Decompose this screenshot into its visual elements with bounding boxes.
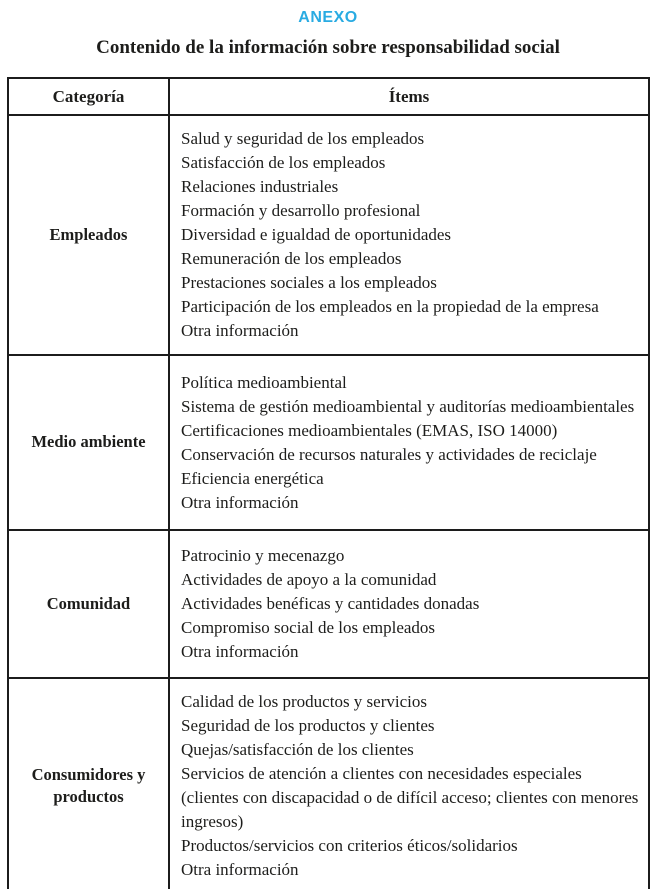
- item-line: Sistema de gestión medioambiental y auditorías medioambientales: [181, 396, 635, 416]
- annex-label: ANEXO: [298, 9, 358, 26]
- category-cell-empleados: Empleados: [8, 115, 169, 355]
- table-row-comunidad: [8, 530, 649, 678]
- item-line: Servicios de atención a clientes con necesidades especiales (clientes con discapacidad o de difícil acceso; clientes con menores ingresos): [181, 764, 639, 831]
- item-line: Seguridad de los productos y clientes: [181, 716, 435, 735]
- item-line: Actividades de apoyo a la comunidad: [181, 570, 437, 589]
- content-table: [7, 77, 650, 889]
- category-cell-consumidores: Consumidores y productos: [8, 678, 169, 889]
- item-line: Otra información: [181, 642, 299, 661]
- item-line: Remuneración de los empleados: [181, 249, 402, 268]
- header-cell-categoria: Categoría: [8, 78, 169, 115]
- table-row-medio-ambiente: [8, 355, 649, 530]
- item-line: Salud y seguridad de los empleados: [181, 129, 425, 148]
- item-line: Conservación de recursos naturales y actividades de reciclaje: [181, 444, 597, 464]
- items-cell-consumidores: [169, 678, 649, 889]
- item-line: Productos/servicios con criterios éticos/solidarios: [181, 836, 518, 855]
- table-row-empleados: [8, 115, 649, 355]
- items-cell-medio-ambiente: [169, 355, 649, 530]
- item-line: Actividades benéficas y cantidades donadas: [181, 594, 480, 613]
- item-line: Participación de los empleados en la propiedad de la empresa: [181, 297, 599, 316]
- item-line: Patrocinio y mecenazgo: [181, 546, 345, 565]
- item-line: Diversidad e igualdad de oportunidades: [181, 225, 452, 244]
- header-cell-items: Ítems: [169, 78, 649, 115]
- items-cell-empleados: [169, 115, 649, 355]
- item-line: Otra información: [181, 321, 299, 340]
- item-line: Otra información: [181, 860, 299, 879]
- table-row-consumidores: [8, 678, 649, 889]
- item-line: Compromiso social de los empleados: [181, 618, 436, 637]
- item-line: Política medioambiental: [181, 372, 347, 392]
- item-line: Satisfacción de los empleados: [181, 153, 386, 172]
- category-cell-medio-ambiente: Medio ambiente: [8, 355, 169, 530]
- item-line: Eficiencia energética: [181, 468, 324, 488]
- item-line: Otra información: [181, 492, 299, 512]
- category-cell-comunidad: Comunidad: [8, 530, 169, 678]
- page-title: Contenido de la información sobre responsabilidad social: [96, 37, 560, 58]
- item-line: Relaciones industriales: [181, 177, 339, 196]
- item-line: Calidad de los productos y servicios: [181, 692, 427, 711]
- item-line: Prestaciones sociales a los empleados: [181, 273, 437, 292]
- item-line: Certificaciones medioambientales (EMAS, ISO 14000): [181, 420, 558, 440]
- item-line: Formación y desarrollo profesional: [181, 201, 421, 220]
- items-cell-comunidad: [169, 530, 649, 678]
- item-line: Quejas/satisfacción de los clientes: [181, 740, 414, 759]
- header-row: [8, 78, 649, 115]
